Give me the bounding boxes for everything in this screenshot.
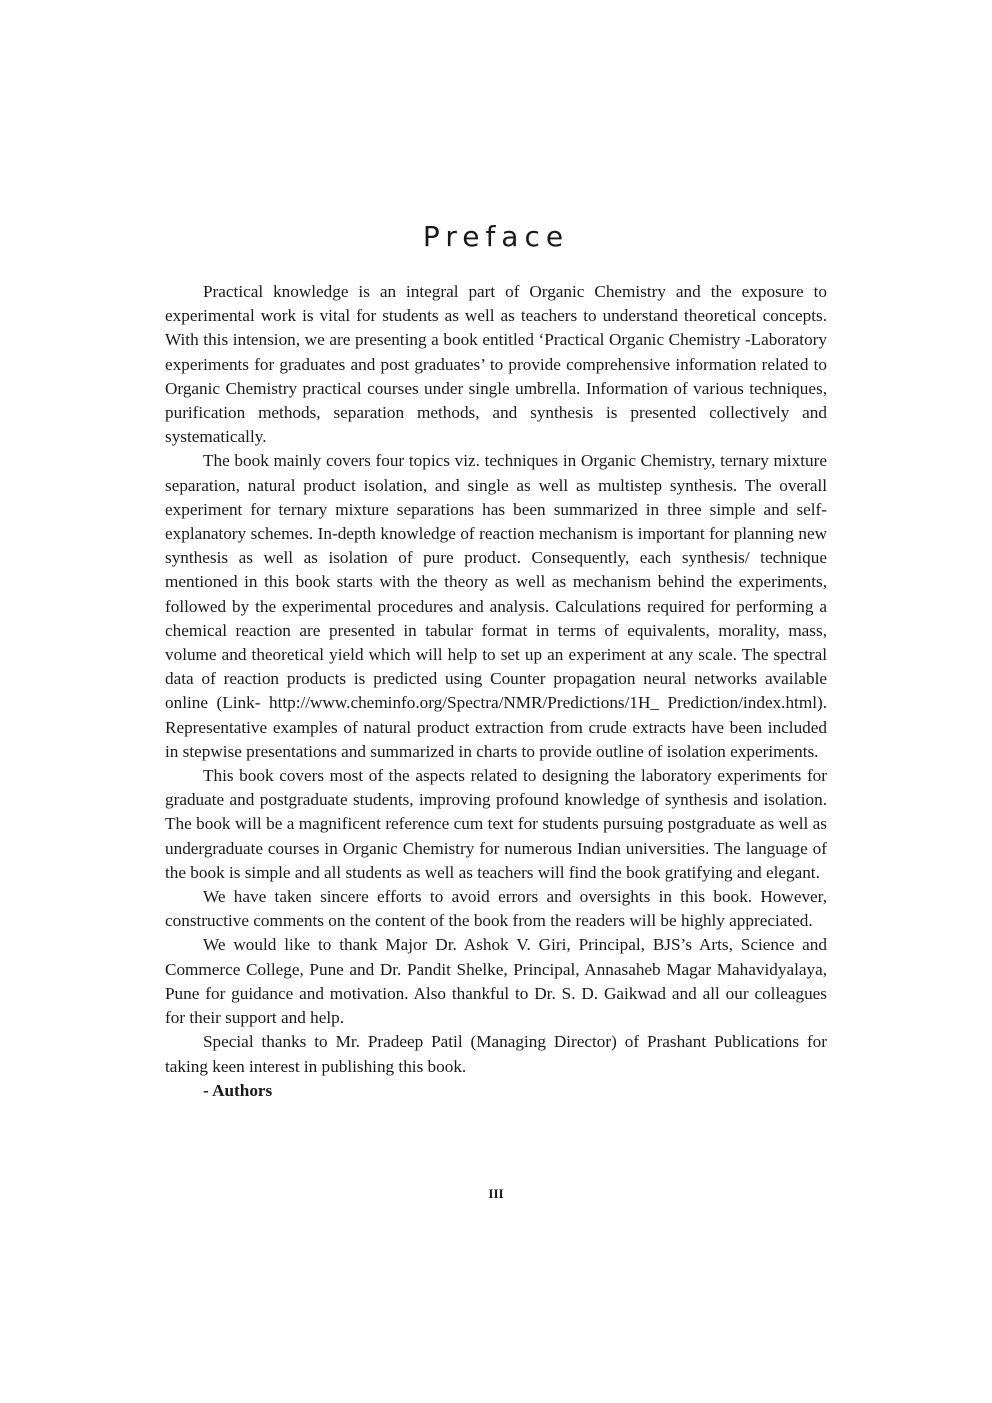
paragraph: Special thanks to Mr. Pradeep Patil (Managing Director) of Prashant Publications for taking keen interest in publishing this book.	[165, 1032, 827, 1076]
signature: - Authors	[203, 1080, 273, 1100]
paragraph: The book mainly covers four topics viz. techniques in Organic Chemistry, ternary mixture separation, natural product isolation, and single as well as multistep synthesis. The overall experiment for ternary mixture separations has been summarized in three simple and self-explanatory schemes. In-depth knowledge of reaction mechanism is important for planning new synthesis as well as isolation of pure product. Consequently, each synthesis/ technique mentioned in this book starts with the theory as well as mechanism behind the experiments, followed by the experimental procedures and analysis. Calculations required for performing a chemical reaction are presented in tabular format in terms of equivalents, morality, mass, volume and theoretical yield which will help to set up an experiment at any scale. The spectral data of reaction products is predicted using Counter propagation neural networks available online (Link- http://www.cheminfo.org/Spectra/NMR/Predictions/1H_ Prediction/index.html). Representative examples of natural product extraction from crude extracts have been included in stepwise presentations and summarized in charts to provide outline of isolation experiments.	[165, 451, 827, 761]
page	[165, 0, 827, 1403]
paragraph: This book covers most of the aspects related to designing the laboratory experiments for graduate and postgraduate students, improving profound knowledge of synthesis and isolation. The book will be a magnificent reference cum text for students pursuing postgraduate as well as undergraduate courses in Organic Chemistry for numerous Indian universities. The language of the book is simple and all students as well as teachers will find the book gratifying and elegant.	[165, 766, 827, 882]
paragraph: We would like to thank Major Dr. Ashok V. Giri, Principal, BJS’s Arts, Science and Commerce College, Pune and Dr. Pandit Shelke, Principal, Annasaheb Magar Mahavidyalaya, Pune for guidance and motivation. Also thankful to Dr. S. D. Gaikwad and all our colleagues for their support and help.	[165, 935, 827, 1028]
preface-body	[165, 280, 827, 1103]
paragraph: We have taken sincere efforts to avoid errors and oversights in this book. However, constructive comments on the content of the book from the readers will be highly appreciated.	[165, 887, 827, 931]
page-title: Preface	[422, 220, 570, 253]
paragraph: Practical knowledge is an integral part of Organic Chemistry and the exposure to experimental work is vital for students as well as teachers to understand theoretical concepts. With this intension, we are presenting a book entitled ‘Practical Organic Chemistry -Laboratory experiments for graduates and post graduates’ to provide comprehensive information related to Organic Chemistry practical courses under single umbrella. Information of various techniques, purification methods, separation methods, and synthesis is presented collectively and systematically.	[165, 282, 827, 447]
page-number: III	[488, 1186, 504, 1201]
